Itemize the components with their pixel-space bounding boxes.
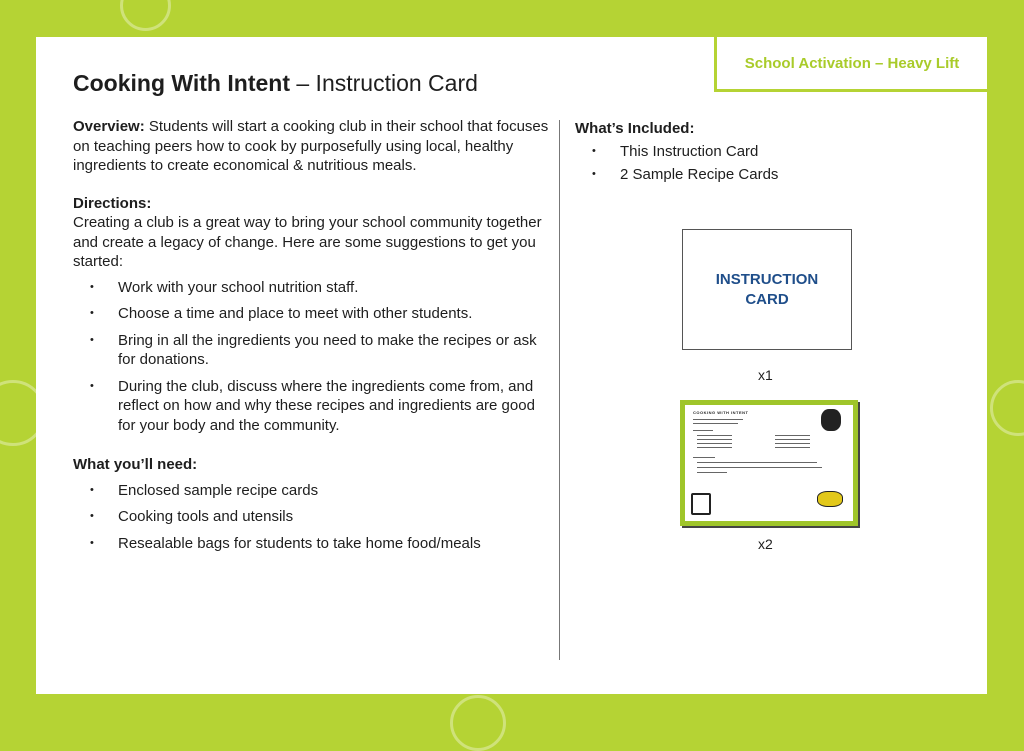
- overview-paragraph: [73, 117, 553, 176]
- list-item: • Choose a time and place to meet with other students.: [73, 304, 553, 324]
- instruction-card-line1: INSTRUCTION: [715, 270, 819, 288]
- background-doodle: [450, 695, 506, 751]
- needs-heading: What you’ll need:: [73, 456, 198, 473]
- included-heading: What’s Included:: [575, 120, 695, 137]
- page-title: [73, 70, 478, 97]
- instruction-page: [36, 37, 987, 694]
- instruction-card-line2: CARD: [745, 290, 789, 308]
- background-doodle: [120, 0, 171, 31]
- list-item: • Bring in all the ingredients you need to make the recipes or ask for donations.: [73, 331, 553, 370]
- list-item: • Enclosed sample recipe cards: [73, 481, 553, 501]
- title-bold: Cooking With Intent: [73, 70, 290, 96]
- list-item: • Work with your school nutrition staff.: [73, 278, 553, 298]
- left-column: [73, 117, 553, 560]
- list-item: • Cooking tools and utensils: [73, 507, 553, 527]
- cup-icon: [691, 493, 711, 515]
- list-item: • Resealable bags for students to take home food/meals: [73, 534, 553, 554]
- instruction-card-qty: x1: [758, 367, 773, 383]
- right-column: [575, 117, 778, 186]
- overview-label: Overview:: [73, 118, 145, 135]
- directions-list: [73, 278, 553, 436]
- grapes-icon: [821, 409, 841, 431]
- recipe-card-thumbnail: [680, 400, 858, 526]
- column-divider: [559, 120, 560, 660]
- recipe-card-title: COOKING WITH INTENT: [693, 410, 749, 415]
- overview-text: Students will start a cooking club in their school that focuses on teaching peers how to cook by purposefully using local, healthy ingredients to create economical & nutritious meals.: [73, 118, 549, 174]
- instruction-card-thumbnail: [682, 229, 852, 350]
- list-item: • 2 Sample Recipe Cards: [575, 163, 778, 186]
- needs-list: [73, 481, 553, 554]
- background-doodle: [990, 380, 1024, 436]
- title-rest: – Instruction Card: [289, 70, 478, 96]
- included-list: [575, 140, 778, 186]
- list-item: • During the club, discuss where the ingredients come from, and reflect on how and why these recipes and ingredients are good for your body and the community.: [73, 377, 553, 436]
- recipe-card-qty: x2: [758, 536, 773, 552]
- directions-intro: Creating a club is a great way to bring your school community together and create a legacy of change. Here are some suggestions to get you started:: [73, 214, 542, 270]
- cheese-icon: [817, 491, 843, 507]
- list-item: • This Instruction Card: [575, 140, 778, 163]
- directions-heading: Directions:: [73, 194, 152, 212]
- activation-tag: School Activation – Heavy Lift: [714, 37, 987, 92]
